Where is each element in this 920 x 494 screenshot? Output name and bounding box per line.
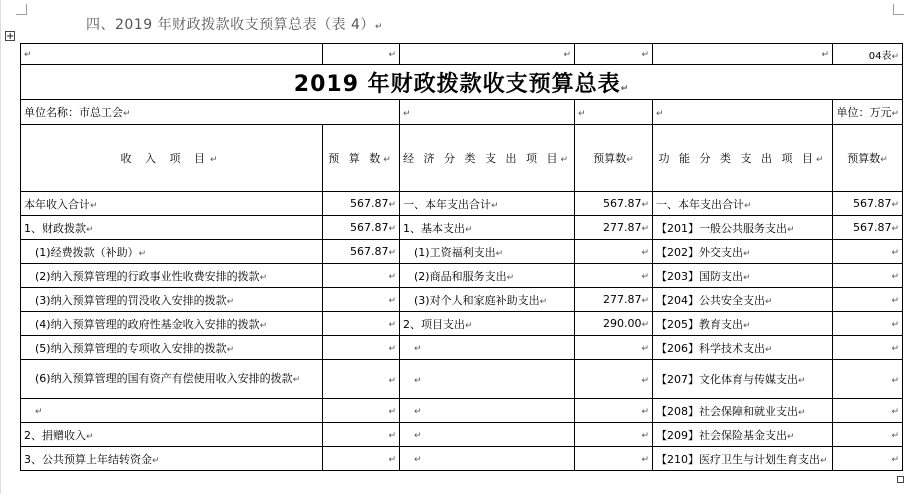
cell[interactable]: ↵ <box>653 44 833 65</box>
functional-cell[interactable]: 【206】科学技术支出↵ <box>653 336 833 360</box>
functional-cell[interactable]: 【210】医疗卫生与计划生育支出↵ <box>653 447 833 471</box>
form-number-cell[interactable]: 04表↵ <box>833 44 903 65</box>
income-value-cell[interactable]: ↵ <box>323 288 400 312</box>
functional-cell[interactable]: 一、本年支出合计↵ <box>653 192 833 216</box>
income-cell[interactable]: 2、捐赠收入↵ <box>21 423 323 447</box>
functional-value-cell[interactable]: ↵ <box>833 423 903 447</box>
functional-value-cell[interactable]: ↵ <box>833 336 903 360</box>
table-row <box>21 192 903 216</box>
economic-value-cell[interactable]: 567.87↵ <box>575 192 653 216</box>
economic-value-cell[interactable]: ↵ <box>575 336 653 360</box>
income-value-cell[interactable]: 567.87↵ <box>323 192 400 216</box>
economic-cell[interactable]: ↵ <box>400 360 575 399</box>
header-functional-item[interactable]: 功 能 分 类 支 出 项 目↵ <box>653 125 833 192</box>
income-value-cell[interactable]: ↵ <box>323 360 400 399</box>
economic-cell[interactable]: ↵ <box>400 336 575 360</box>
economic-value-cell[interactable]: ↵ <box>575 264 653 288</box>
functional-cell[interactable]: 【207】文化体育与传媒支出↵ <box>653 360 833 399</box>
functional-cell[interactable]: 【209】社会保险基金支出↵ <box>653 423 833 447</box>
economic-value-cell[interactable]: ↵ <box>575 423 653 447</box>
economic-cell[interactable]: (1)工资福利支出↵ <box>400 240 575 264</box>
income-cell[interactable]: 1、财政拨款↵ <box>21 216 323 240</box>
functional-cell[interactable]: 【201】一般公共服务支出↵ <box>653 216 833 240</box>
functional-value-cell[interactable]: ↵ <box>833 447 903 471</box>
functional-value-cell[interactable]: ↵ <box>833 399 903 423</box>
functional-value-cell[interactable]: ↵ <box>833 360 903 399</box>
page-edge <box>0 0 1 494</box>
income-cell[interactable]: (4)纳入预算管理的政府性基金收入安排的拨款↵ <box>21 312 323 336</box>
header-row <box>21 125 903 192</box>
economic-value-cell[interactable]: ↵ <box>575 399 653 423</box>
cell[interactable]: ↵ <box>323 44 400 65</box>
table-row <box>21 264 903 288</box>
income-cell[interactable]: (3)纳入预算管理的罚没收入安排的拨款↵ <box>21 288 323 312</box>
economic-cell[interactable]: 一、本年支出合计↵ <box>400 192 575 216</box>
functional-cell[interactable]: 【208】社会保障和就业支出↵ <box>653 399 833 423</box>
table-row <box>21 423 903 447</box>
income-cell[interactable]: (6)纳入预算管理的国有资产有偿使用收入安排的拨款↵ <box>21 360 323 399</box>
economic-cell[interactable]: (3)对个人和家庭补助支出↵ <box>400 288 575 312</box>
functional-value-cell[interactable]: ↵ <box>833 288 903 312</box>
economic-cell[interactable]: (2)商品和服务支出↵ <box>400 264 575 288</box>
table-move-handle-icon[interactable]: + <box>6 31 15 42</box>
economic-value-cell[interactable]: ↵ <box>575 360 653 399</box>
table-row <box>21 447 903 471</box>
functional-value-cell[interactable]: 567.87↵ <box>833 192 903 216</box>
table-row <box>21 312 903 336</box>
income-cell[interactable]: (5)纳入预算管理的专项收入安排的拨款↵ <box>21 336 323 360</box>
income-value-cell[interactable]: ↵ <box>323 312 400 336</box>
functional-cell[interactable]: 【205】教育支出↵ <box>653 312 833 336</box>
header-budget-3[interactable]: 预算数↵ <box>833 125 903 192</box>
income-cell[interactable]: 3、公共预算上年结转资金↵ <box>21 447 323 471</box>
functional-value-cell[interactable]: ↵ <box>833 312 903 336</box>
unit-row <box>21 100 903 125</box>
economic-cell[interactable]: 2、项目支出↵ <box>400 312 575 336</box>
header-budget[interactable]: 预 算 数↵ <box>323 125 400 192</box>
economic-value-cell[interactable]: ↵ <box>575 447 653 471</box>
table-row <box>21 216 903 240</box>
functional-value-cell[interactable]: ↵ <box>833 240 903 264</box>
section-heading: 四、2019 年财政拨款收支预算总表（表 4）↵ <box>86 17 383 33</box>
economic-value-cell[interactable]: 277.87↵ <box>575 288 653 312</box>
cell[interactable]: ↵ <box>400 100 575 125</box>
header-budget-2[interactable]: 预算数↵ <box>575 125 653 192</box>
cell[interactable]: ↵ <box>21 44 323 65</box>
table-row <box>21 240 903 264</box>
functional-value-cell[interactable]: 567.87↵ <box>833 216 903 240</box>
table-row <box>21 360 903 399</box>
unit-name-cell[interactable]: 单位名称：市总工会↵ <box>21 100 400 125</box>
income-value-cell[interactable]: ↵ <box>323 399 400 423</box>
header-income-item[interactable]: 收 入 项 目↵ <box>21 125 323 192</box>
table-row <box>21 288 903 312</box>
cell[interactable]: ↵ <box>653 100 833 125</box>
table-row <box>21 336 903 360</box>
income-value-cell[interactable]: 567.87↵ <box>323 240 400 264</box>
functional-cell[interactable]: 【202】外交支出↵ <box>653 240 833 264</box>
table-row <box>21 399 903 423</box>
income-value-cell[interactable]: ↵ <box>323 447 400 471</box>
income-cell[interactable]: 本年收入合计↵ <box>21 192 323 216</box>
income-cell[interactable]: (2)纳入预算管理的行政事业性收费安排的拨款↵ <box>21 264 323 288</box>
cell[interactable]: ↵ <box>400 44 575 65</box>
income-value-cell[interactable]: ↵ <box>323 423 400 447</box>
income-value-cell[interactable]: ↵ <box>323 336 400 360</box>
margin-corner-mark-left <box>16 4 27 15</box>
income-value-cell[interactable]: ↵ <box>323 264 400 288</box>
budget-table <box>20 43 903 471</box>
cell[interactable]: ↵ <box>575 100 653 125</box>
income-cell[interactable]: ↵ <box>21 399 323 423</box>
income-value-cell[interactable]: 567.87↵ <box>323 216 400 240</box>
cell[interactable]: ↵ <box>575 44 653 65</box>
income-cell[interactable]: (1)经费拨款（补助）↵ <box>21 240 323 264</box>
table-title[interactable]: 2019 年财政拨款收支预算总表↵ <box>21 65 903 100</box>
economic-cell[interactable]: ↵ <box>400 399 575 423</box>
functional-cell[interactable]: 【203】国防支出↵ <box>653 264 833 288</box>
table-row-top <box>21 44 903 65</box>
margin-corner-mark-right <box>893 4 904 15</box>
functional-value-cell[interactable]: ↵ <box>833 264 903 288</box>
economic-cell[interactable]: ↵ <box>400 423 575 447</box>
table-title-row <box>21 65 903 100</box>
economic-value-cell[interactable]: ↵ <box>575 240 653 264</box>
economic-value-cell[interactable]: 277.87↵ <box>575 216 653 240</box>
table-resize-handle-icon[interactable] <box>897 476 904 483</box>
header-economic-item[interactable]: 经 济 分 类 支 出 项 目↵ <box>400 125 575 192</box>
economic-cell[interactable]: 1、基本支出↵ <box>400 216 575 240</box>
economic-value-cell[interactable]: 290.00↵ <box>575 312 653 336</box>
unit-label-cell[interactable]: 单位：万元↵ <box>833 100 903 125</box>
functional-cell[interactable]: 【204】公共安全支出↵ <box>653 288 833 312</box>
economic-cell[interactable]: ↵ <box>400 447 575 471</box>
